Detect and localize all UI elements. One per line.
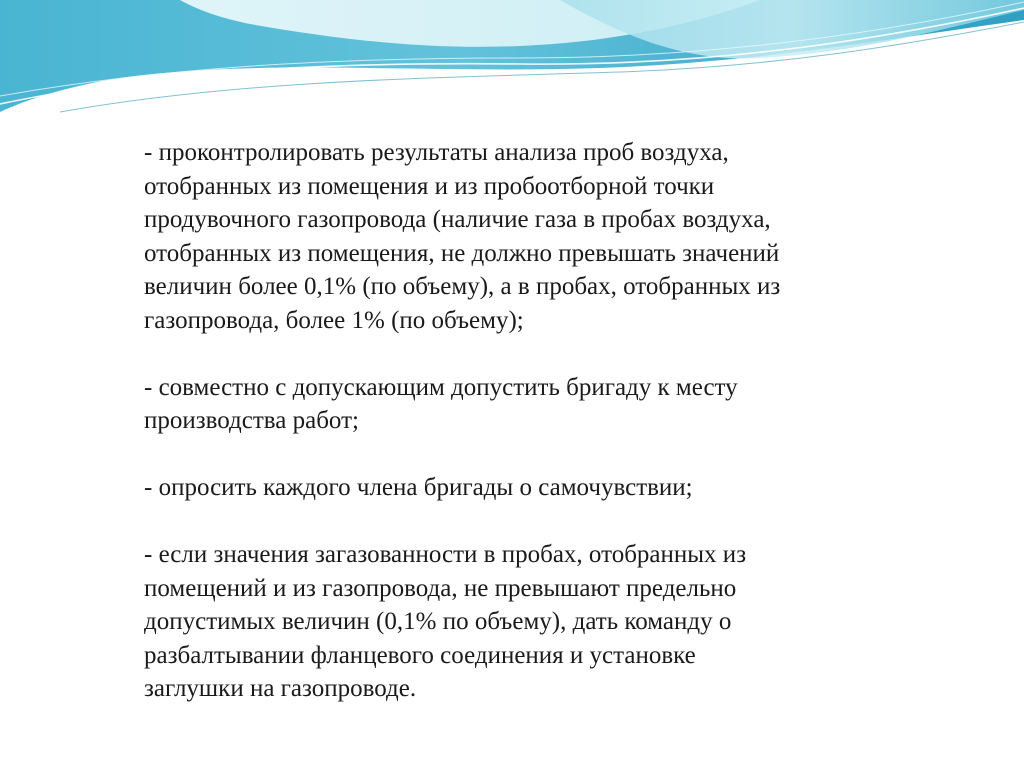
paragraph-check-air-samples: - проконтролировать результаты анализа проб воздуха, отобранных из помещения и из пробоотборной точки продувочного газопровода (наличие газа в пробах воздуха, отобранных из помещения, не должно превышать значений величин более 0,1% (по объему), а в пробах, отобранных из газопровода, более 1% (по объему); [144, 139, 781, 334]
paragraph-ask-wellbeing: - опросить каждого члена бригады о самочувствии; [144, 474, 693, 501]
wave-header-decoration [0, 0, 1024, 130]
paragraph-admit-team: - совместно с допускающим допустить бригаду к месту производства работ; [144, 373, 738, 434]
slide-body-text [144, 136, 904, 706]
paragraph-unbolting-command: - если значения загазованности в пробах, отобранных из помещений и из газопровода, не превышают предельно допустимых величин (0,1% по объему), дать команду о разбалтывании фланцевого соединения и установке заглушки на газопроводе. [144, 541, 747, 702]
